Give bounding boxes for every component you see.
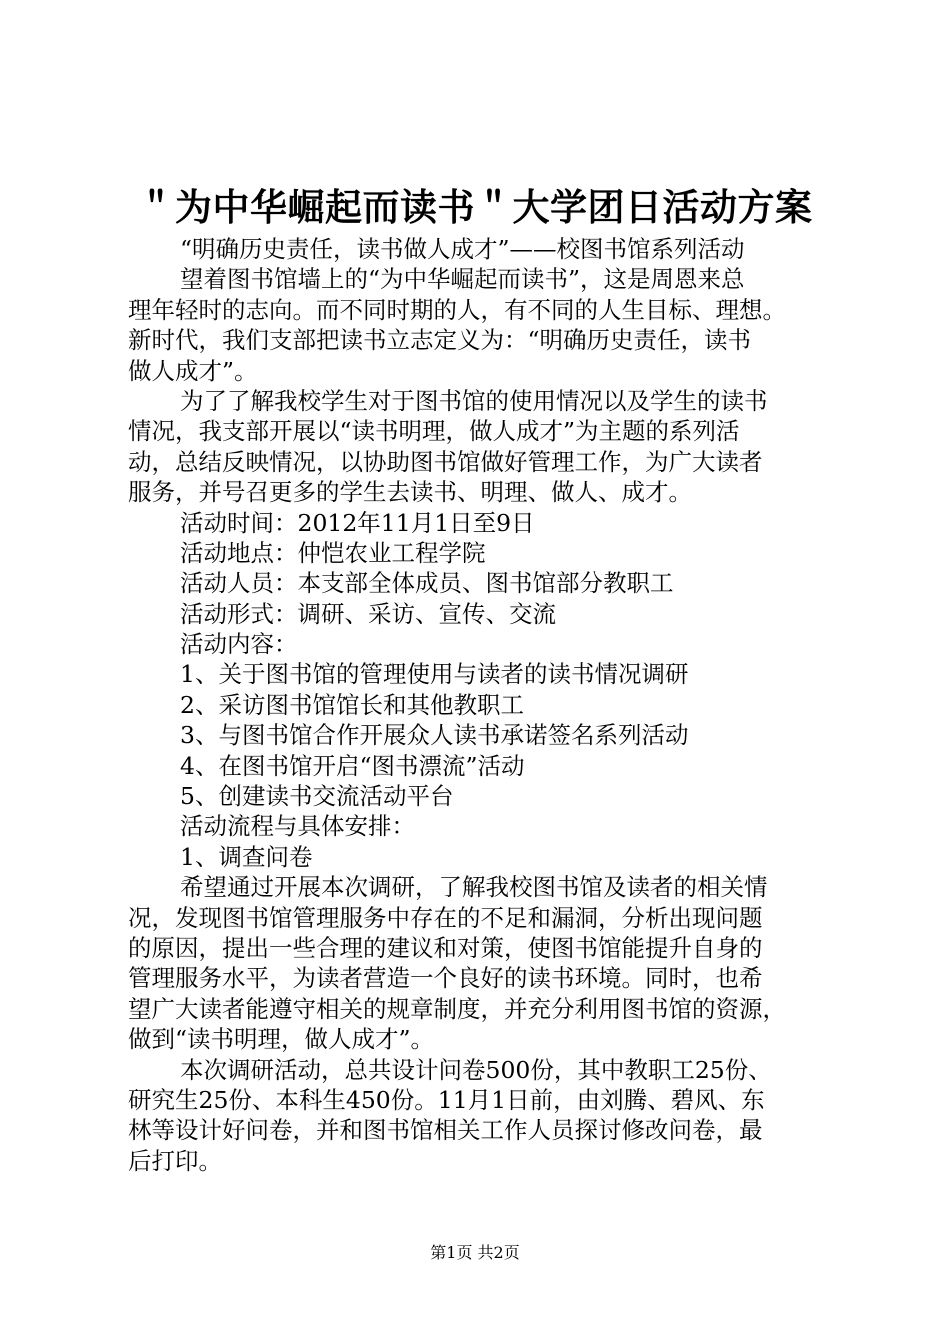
text-line: 活动地点：仲恺农业工程学院: [180, 538, 486, 567]
text-line: 望广大读者能遵守相关的规章制度，并充分利用图书馆的资源，: [128, 994, 786, 1023]
text-line: 2、采访图书馆馆长和其他教职工: [180, 690, 524, 719]
text-line: “明确历史责任，读书做人成才”——校图书馆系列活动: [180, 235, 745, 263]
text-line: 本次调研活动，总共设计问卷500份，其中教职工25份、: [180, 1055, 772, 1084]
text-line: 后打印。: [128, 1146, 222, 1175]
document-title: ＂为中华崛起而读书＂大学团日活动方案: [137, 185, 813, 229]
text-line: 3、与图书馆合作开展众人读书承诺签名系列活动: [180, 721, 689, 750]
text-line: 1、关于图书馆的管理使用与读者的读书情况调研: [180, 660, 689, 689]
text-line: 理年轻时的志向。而不同时期的人，有不同的人生目标、理想。: [128, 295, 786, 324]
text-line: 动，总结反映情况，以协助图书馆做好管理工作，为广大读者: [128, 447, 763, 476]
text-line: 做到“读书明理，做人成才”。: [128, 1025, 435, 1054]
text-line: 做人成才”。: [128, 356, 258, 385]
text-line: 新时代，我们支部把读书立志定义为：“明确历史责任，读书: [128, 326, 752, 355]
text-line: 活动流程与具体安排：: [180, 812, 415, 841]
text-line: 活动时间：2012年11月1日至9日: [180, 508, 535, 537]
text-line: 希望通过开展本次调研，了解我校图书馆及读者的相关情: [180, 873, 768, 902]
text-line: 林等设计好问卷，并和图书馆相关工作人员探讨修改问卷，最: [128, 1116, 763, 1145]
page-footer: 第1页 共2页: [430, 1243, 520, 1262]
text-line: 活动形式：调研、采访、宣传、交流: [180, 599, 556, 628]
text-line: 为了了解我校学生对于图书馆的使用情况以及学生的读书: [180, 386, 768, 415]
text-line: 1、调查问卷: [180, 842, 313, 871]
text-line: 情况，我支部开展以“读书明理，做人成才”为主题的系列活: [128, 417, 740, 446]
text-line: 况，发现图书馆管理服务中存在的不足和漏洞，分析出现问题: [128, 903, 763, 932]
text-line: 的原因，提出一些合理的建议和对策，使图书馆能提升自身的: [128, 933, 763, 962]
text-line: 望着图书馆墙上的“为中华崛起而读书”，这是周恩来总: [180, 265, 745, 294]
text-line: 活动人员：本支部全体成员、图书馆部分教职工: [180, 569, 674, 598]
text-line: 服务，并号召更多的学生去读书、明理、做人、成才。: [128, 478, 692, 507]
text-line: 管理服务水平，为读者营造一个良好的读书环境。同时，也希: [128, 964, 763, 993]
document-body: [128, 234, 828, 1176]
text-line: 5、创建读书交流活动平台: [180, 782, 454, 811]
text-line: 研究生25份、本科生450份。11月1日前，由刘腾、碧风、东: [128, 1085, 765, 1114]
text-line: 活动内容：: [180, 630, 298, 659]
text-line: 4、在图书馆开启“图书漂流”活动: [180, 751, 525, 780]
